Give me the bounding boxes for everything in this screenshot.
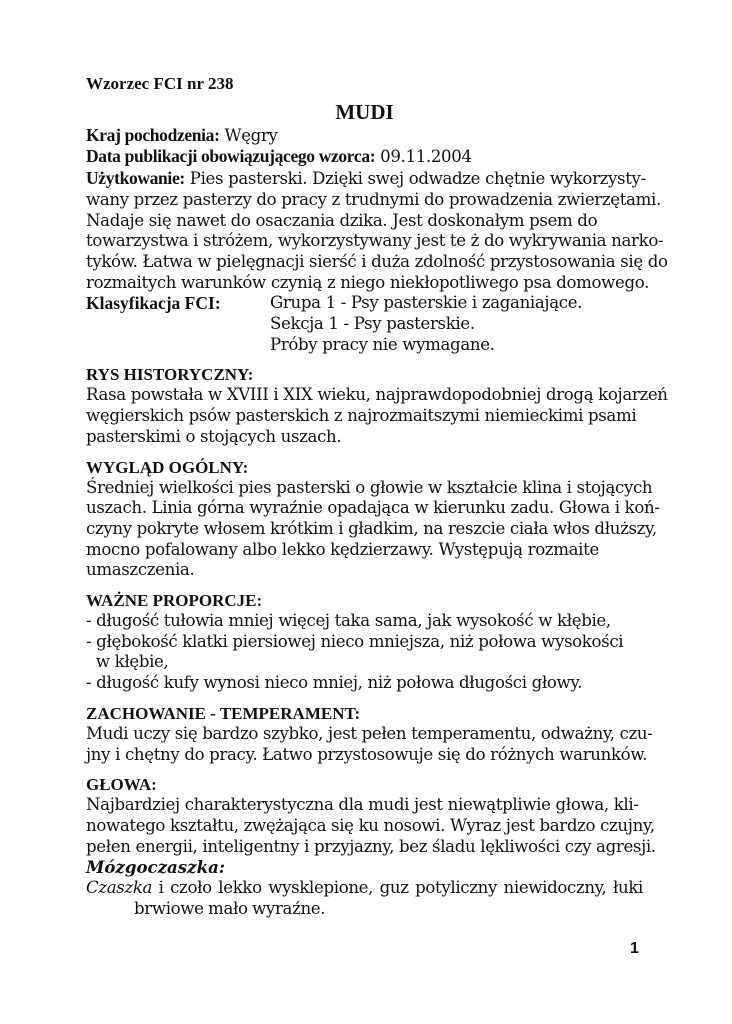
skull-paragraph <box>86 878 643 919</box>
general-line: Średniej wielkości pies pasterski o głowie w kształcie klina i stojących <box>86 477 653 497</box>
head-section <box>86 775 656 919</box>
breed-title: MUDI <box>335 99 394 124</box>
skull-subheading: Mózgoczaszka: <box>86 857 225 878</box>
origin-line <box>86 125 643 147</box>
head-heading: GŁOWA: <box>86 775 157 795</box>
history-line: węgierskich psów pasterskich z najrozmaitszymi niemieckimi psami <box>86 406 637 426</box>
document-page <box>86 74 668 920</box>
classification-values <box>270 293 582 355</box>
proportion-item: - głębokość klatki piersiowej nieco mniejsza, niż połowa wysokości <box>86 631 624 651</box>
use-text-line: towarzystwa i stróżem, wykorzystywany jest te ż do wykrywania narko- <box>86 231 664 251</box>
temperament-line: jny i chętny do pracy. Łatwo przystosowuje się do różnych warunków. <box>86 744 648 764</box>
history-line: Rasa powstała w XVIII i XIX wieku, najprawdopodobniej drogą kojarzeń <box>86 385 668 405</box>
history-section <box>86 365 668 447</box>
proportions-section <box>86 591 643 694</box>
classification-section: Sekcja 1 - Psy pasterskie. <box>270 314 475 334</box>
general-section <box>86 457 660 582</box>
temperament-section <box>86 703 653 765</box>
use-line <box>86 168 646 190</box>
general-line: umaszczenia. <box>86 560 195 580</box>
classification-trials: Próby pracy nie wymagane. <box>270 334 495 354</box>
proportion-item: - długość tułowia mniej więcej taka sama, jak wysokość w kłębie, <box>86 611 611 631</box>
general-heading: WYGLĄD OGÓLNY: <box>86 457 249 477</box>
general-line: czyny pokryte włosem krótkim i gładkim, na reszcie ciała włos dłuższy, <box>86 518 657 538</box>
temperament-line: Mudi uczy się bardzo szybko, jest pełen temperamentu, odważny, czu- <box>86 723 653 743</box>
history-heading: RYS HISTORYCZNY: <box>86 365 254 385</box>
page-number: 1 <box>630 940 639 957</box>
use-text-line: wany przez pasterzy do pracy z trudnymi do prowadzenia zwierzętami. <box>86 189 661 209</box>
pubdate-value: 09.11.2004 <box>380 147 472 167</box>
classification-label: Klasyfikacja FCI: <box>86 293 221 314</box>
general-line: uszach. Linia górna wyraźnie opadająca w kierunku zadu. Głowa i koń- <box>86 498 660 518</box>
skull-term: Czaszka <box>86 878 153 898</box>
classification-group: Grupa 1 - Psy pasterskie i zaganiające. <box>270 293 583 313</box>
proportion-item: w kłębie, <box>86 652 169 672</box>
origin-label: Kraj pochodzenia: <box>86 124 220 145</box>
use-text-line: Pies pasterski. Dzięki swej odwadze chętnie wykorzysty- <box>189 169 646 189</box>
pubdate-label: Data publikacji obowiązującego wzorca: <box>86 146 376 167</box>
use-text-line: rozmaitych warunków czynią z niego niekłopotliwego psa domowego. <box>86 272 650 292</box>
use-label: Użytkowanie: <box>86 168 185 189</box>
classification <box>86 293 643 355</box>
history-line: pasterskimi o stojących uszach. <box>86 426 342 446</box>
proportion-item: - długość kufy wynosi nieco mniej, niż połowa długości głowy. <box>86 673 583 693</box>
use-text-line: tyków. Łatwa w pielęgnacji sierść i duża zdolność przystosowania się do <box>86 251 668 271</box>
standard-number: Wzorzec FCI nr 238 <box>86 74 234 93</box>
skull-text: i czoło lekko wysklepione, guz potyliczny niewidoczny, łuki brwiowe mało wyraźne. <box>134 878 643 918</box>
origin-value: Węgry <box>224 125 278 145</box>
temperament-heading: ZACHOWANIE - TEMPERAMENT: <box>86 703 361 723</box>
use-text-line: Nadaje się nawet do osaczania dzika. Jest doskonałym psem do <box>86 210 598 230</box>
head-line: Najbardziej charakterystyczna dla mudi jest niewątpliwie głowa, kli- <box>86 795 639 815</box>
proportions-heading: WAŻNE PROPORCJE: <box>86 591 263 611</box>
general-line: mocno pofalowany albo lekko kędzierzawy. Występują rozmaite <box>86 539 599 559</box>
pubdate-line <box>86 146 643 168</box>
head-line: nowatego kształtu, zwężająca się ku nosowi. Wyraz jest bardzo czujny, <box>86 815 655 835</box>
head-line: pełen energii, inteligentny i przyjazny, bez śladu lękliwości czy agresji. <box>86 836 656 856</box>
